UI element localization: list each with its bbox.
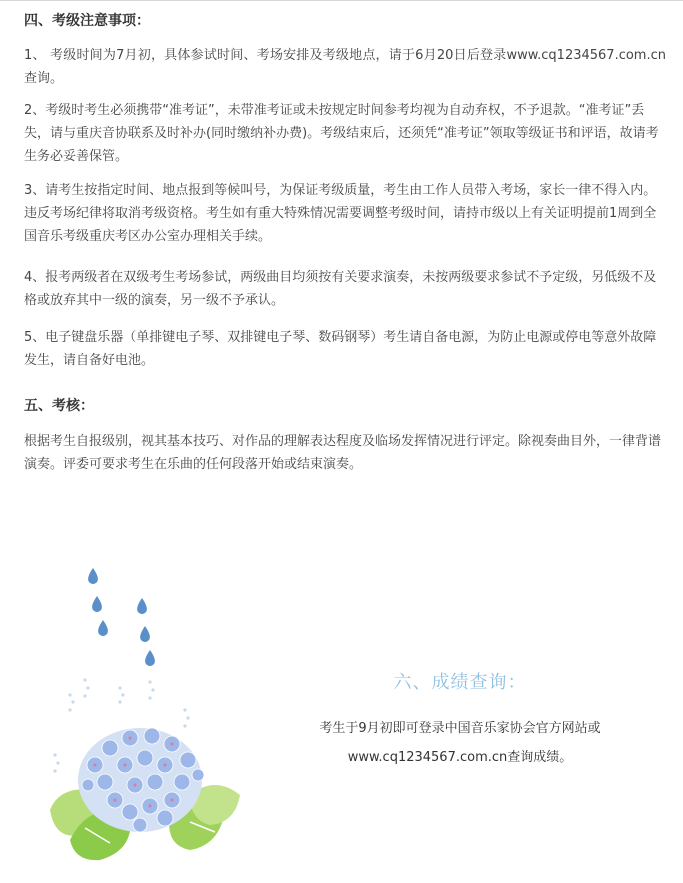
- notice-item-4: 4、报考两级者在双级考生考场参试，两级曲目均须按有关要求演奏，未按两级要求参试不予定级，另低级不及格或放弃其中一级的演奏，另一级不予承认。: [24, 270, 657, 308]
- section5-heading: 五、考核：: [24, 398, 94, 414]
- notice-item-1: 1、 考级时间为7月初，具体参试时间、考场安排及考级地点，请于6月20日后登录www.cq1234567.com.cn查询。: [24, 48, 666, 86]
- section4-heading: 四、考级注意事项：: [24, 13, 150, 29]
- notice-item-3: 3、请考生按指定时间、地点报到等候叫号，为保证考级质量，考生由工作人员带入考场，家长一律不得入内。违反考场纪律将取消考级资格。考生如有重大特殊情况需要调整考级时间，请持市级以上有关证明提前1周到全国音乐考级重庆考区办公室办理相关手续。: [24, 183, 657, 244]
- notice-item-2: 2、考级时考生必须携带“准考证”，未带准考证或未按规定时间参考均视为自动弃权，不予退款。“准考证”丢失，请与重庆音协联系及时补办(同时缴纳补办费)。考级结束后，还须凭“准考证”领取等级证书和评语，故请考生务必妥善保管。: [24, 103, 659, 164]
- notice-item-5: 5、电子键盘乐器（单排键电子琴、双排键电子琴、数码钢琴）考生请自备电源，为防止电源或停电等意外故障发生，请自备好电池。: [24, 330, 657, 368]
- results-text-line1: 考生于9月初即可登录中国音乐家协会官方网站或: [319, 721, 601, 736]
- assessment-text: 根据考生自报级别，视其基本技巧、对作品的理解表达程度及临场发挥情况进行评定。除视奏曲目外，一律背谱演奏。评委可要求考生在乐曲的任何段落开始或结束演奏。: [24, 434, 662, 472]
- results-text-line2: www.cq1234567.com.cn查询成绩。: [347, 750, 573, 765]
- raindrop-icon: [88, 568, 155, 666]
- top-divider: [0, 0, 683, 1]
- results-section: [300, 668, 620, 772]
- hydrangea-illustration: [40, 560, 250, 870]
- results-heading: 六、成绩查询：: [393, 672, 527, 693]
